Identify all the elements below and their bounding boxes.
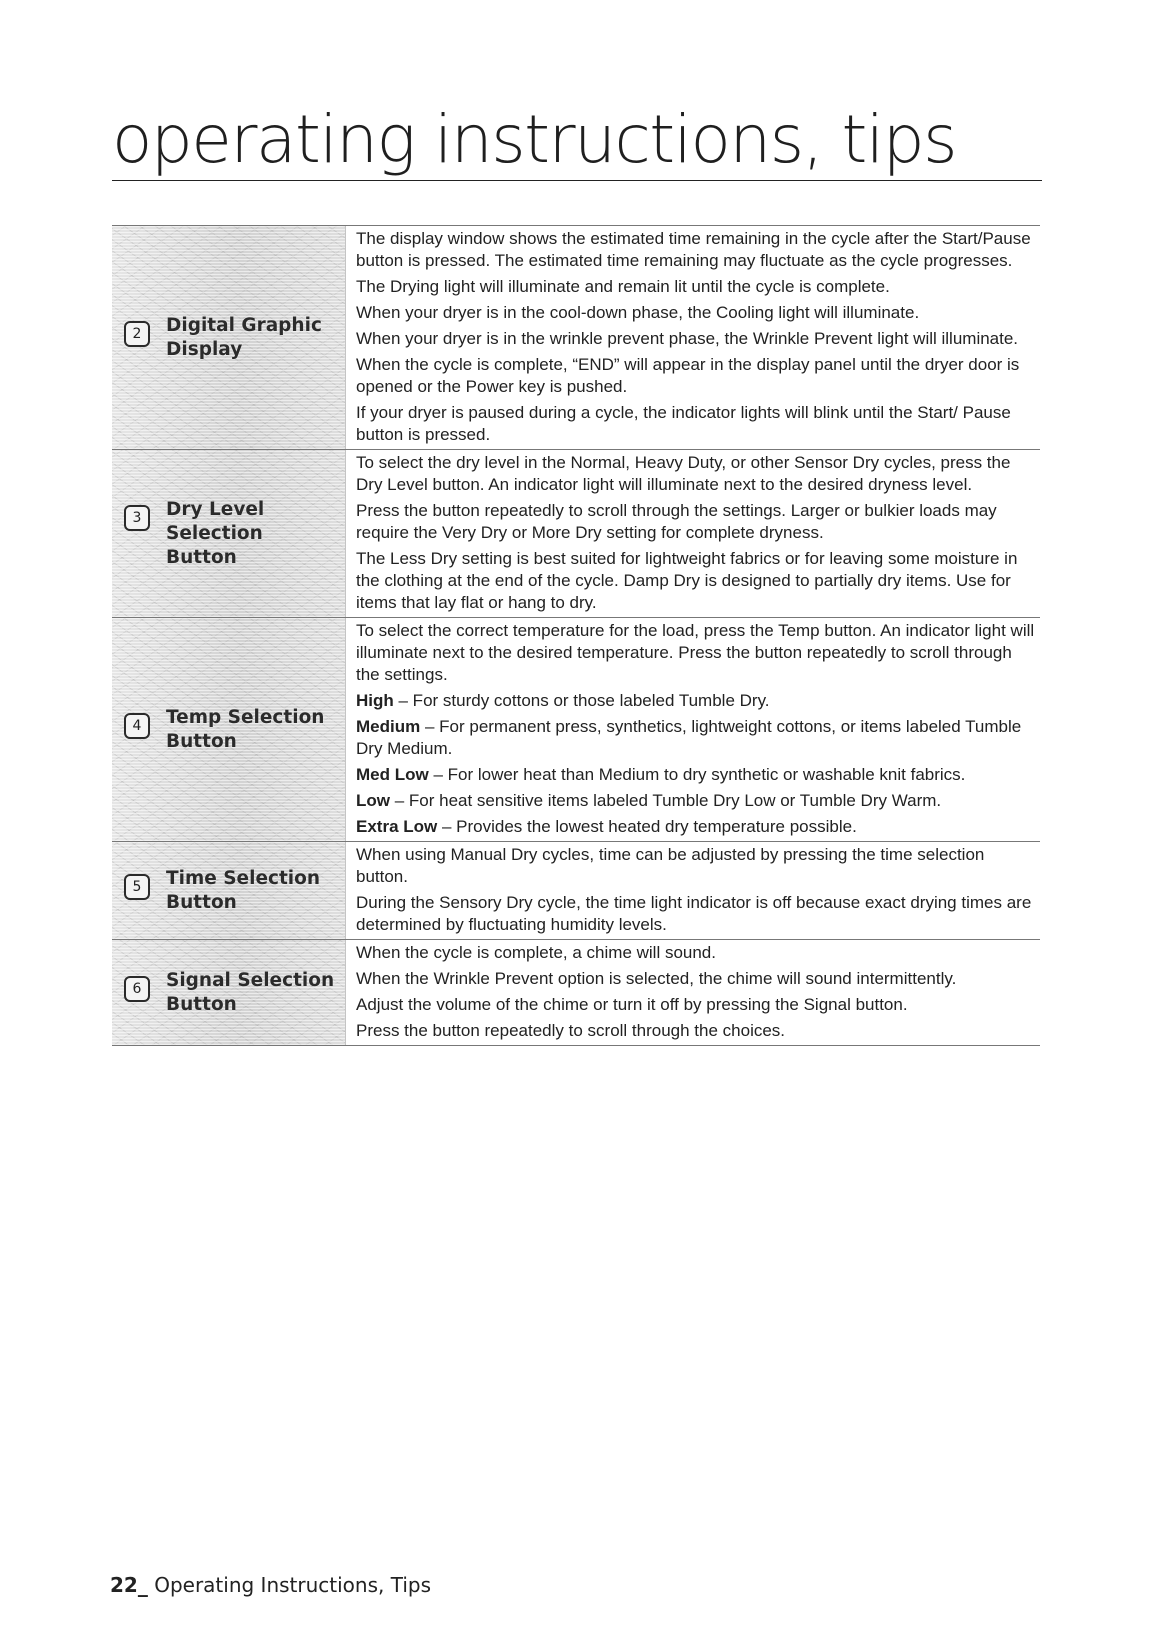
paragraph: Press the button repeatedly to scroll through the settings. Larger or bulkier loads may require the Very Dry or More Dry setting for complete dryness. bbox=[356, 501, 997, 542]
section-body bbox=[346, 618, 1040, 841]
section-time-selection-button bbox=[112, 842, 1040, 940]
section-label bbox=[112, 618, 346, 841]
section-label bbox=[112, 940, 346, 1045]
paragraph: When your dryer is in the cool-down phase, the Cooling light will illuminate. bbox=[356, 303, 920, 322]
number-badge: 4 bbox=[124, 713, 150, 739]
setting-description: – For permanent press, synthetics, lightweight cottons, or items labeled Tumble Dry Medium. bbox=[356, 717, 1022, 758]
section-body bbox=[346, 940, 1040, 1045]
setting-description: – For lower heat than Medium to dry synthetic or washable knit fabrics. bbox=[428, 765, 966, 784]
page-title: operating instructions, tips bbox=[112, 100, 1042, 181]
section-dry-level-selection-button bbox=[112, 450, 1040, 618]
paragraph: The Drying light will illuminate and remain lit until the cycle is complete. bbox=[356, 277, 890, 296]
section-body bbox=[346, 226, 1040, 449]
paragraph: When the cycle is complete, a chime will sound. bbox=[356, 943, 716, 962]
paragraph: The display window shows the estimated time remaining in the cycle after the Start/Pause button is pressed. The estimated time remaining may fluctuate as the cycle progresses. bbox=[356, 229, 1031, 270]
setting-term: Medium bbox=[356, 717, 421, 736]
paragraph: When the Wrinkle Prevent option is selected, the chime will sound intermittently. bbox=[356, 969, 957, 988]
instructions-table bbox=[112, 225, 1040, 1046]
page-number: 22_ bbox=[110, 1573, 148, 1597]
section-label bbox=[112, 450, 346, 617]
paragraph: When the cycle is complete, “END” will appear in the display panel until the dryer door is opened or the Power key is pushed. bbox=[356, 355, 1020, 396]
setting-description: – For heat sensitive items labeled Tumble Dry Low or Tumble Dry Warm. bbox=[390, 791, 942, 810]
section-digital-graphic-display bbox=[112, 225, 1040, 450]
number-badge: 2 bbox=[124, 321, 150, 347]
temp-setting-med-low bbox=[356, 764, 1040, 786]
temp-setting-high bbox=[356, 690, 1040, 712]
setting-description: – For sturdy cottons or those labeled Tumble Dry. bbox=[393, 691, 770, 710]
paragraph: Adjust the volume of the chime or turn it off by pressing the Signal button. bbox=[356, 995, 908, 1014]
section-title: Temp Selection Button bbox=[166, 706, 325, 752]
section-temp-selection-button bbox=[112, 618, 1040, 842]
setting-description: – Provides the lowest heated dry temperature possible. bbox=[437, 817, 857, 836]
section-title: Time Selection Button bbox=[166, 867, 321, 913]
section-body bbox=[346, 842, 1040, 939]
section-title: Dry Level Selection Button bbox=[166, 498, 265, 568]
setting-term: High bbox=[356, 691, 394, 710]
page-footer bbox=[110, 1572, 431, 1598]
paragraph: Press the button repeatedly to scroll through the choices. bbox=[356, 1021, 786, 1040]
paragraph: To select the dry level in the Normal, Heavy Duty, or other Sensor Dry cycles, press the Dry Level button. An indicator light will illuminate next to the desired dryness level. bbox=[356, 453, 1011, 494]
section-body bbox=[346, 450, 1040, 617]
paragraph: When your dryer is in the wrinkle prevent phase, the Wrinkle Prevent light will illuminate. bbox=[356, 329, 1019, 348]
paragraph: When using Manual Dry cycles, time can be adjusted by pressing the time selection button. bbox=[356, 845, 985, 886]
paragraph: To select the correct temperature for the load, press the Temp button. An indicator light will illuminate next to the desired temperature. Press the button repeatedly to scroll through the settings. bbox=[356, 621, 1035, 684]
temp-setting-extra-low bbox=[356, 816, 1040, 838]
temp-setting-medium bbox=[356, 716, 1040, 760]
section-label bbox=[112, 842, 346, 939]
setting-term: Low bbox=[356, 791, 390, 810]
number-badge: 6 bbox=[124, 976, 150, 1002]
setting-term: Extra Low bbox=[356, 817, 438, 836]
paragraph: The Less Dry setting is best suited for lightweight fabrics or for leaving some moisture in the clothing at the end of the cycle. Damp Dry is designed to partially dry items. Use for items that lay flat or hang to dry. bbox=[356, 549, 1018, 612]
section-label bbox=[112, 226, 346, 449]
footer-text: Operating Instructions, Tips bbox=[147, 1573, 431, 1597]
number-badge: 3 bbox=[124, 505, 150, 531]
setting-term: Med Low bbox=[356, 765, 429, 784]
section-signal-selection-button bbox=[112, 940, 1040, 1046]
section-title: Digital Graphic Display bbox=[166, 314, 322, 360]
paragraph: During the Sensory Dry cycle, the time light indicator is off because exact drying times are determined by fluctuating humidity levels. bbox=[356, 893, 1032, 934]
number-badge: 5 bbox=[124, 874, 150, 900]
paragraph: If your dryer is paused during a cycle, the indicator lights will blink until the Start/ Pause button is pressed. bbox=[356, 403, 1011, 444]
section-title: Signal Selection Button bbox=[166, 969, 335, 1015]
temp-setting-low bbox=[356, 790, 1040, 812]
